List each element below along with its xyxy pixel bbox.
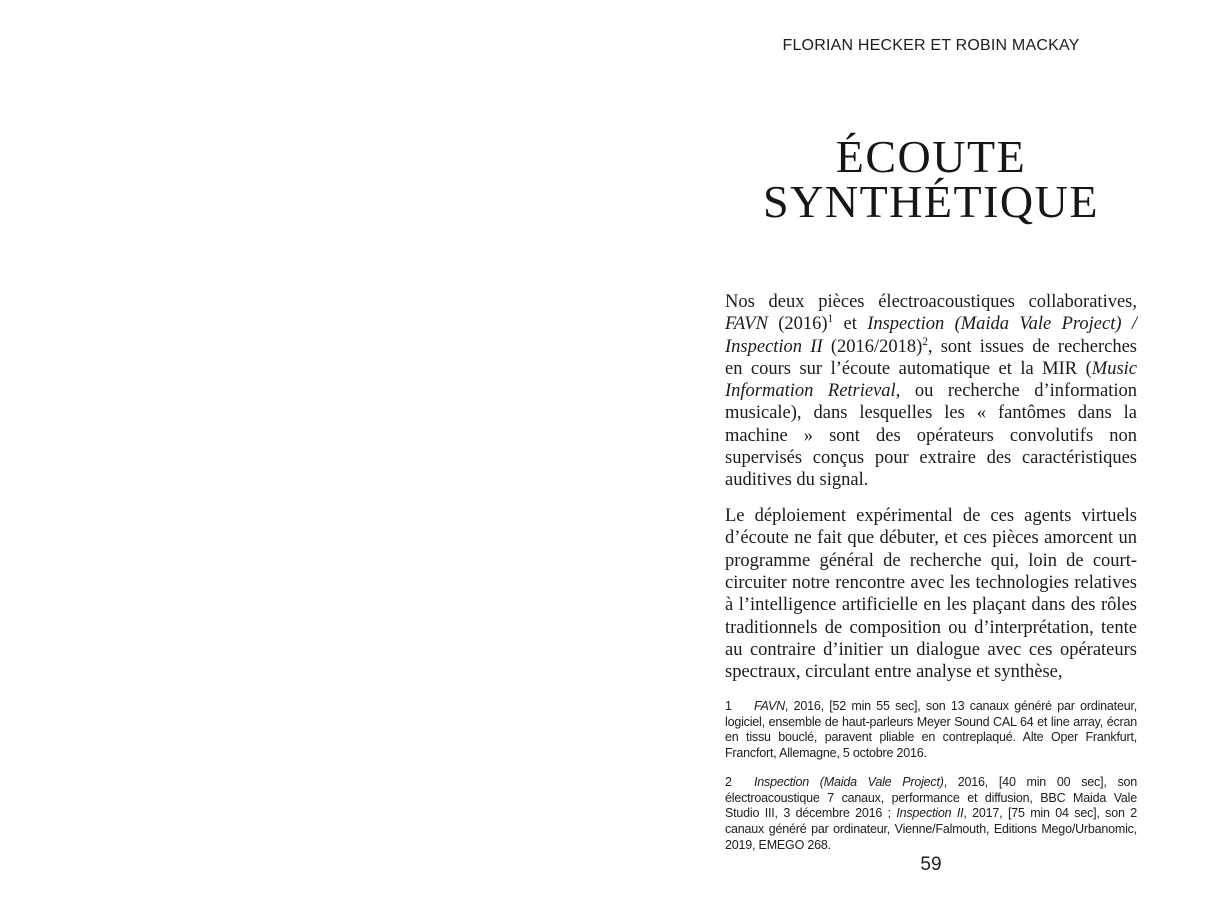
footnote-text-2: Inspection (Maida Vale Project), 2016, [40 min 00 sec], son électroacoustique 7 canaux, performance et diffusion, BBC Maida Vale Studio III, 3 décembre 2016 ; Inspection II, 2017, [75 min 04 sec], son 2 canaux généré par ordinateur, Vienne/Falmouth, Editions Mego/Urbanomic, 2019, EMEGO 268. bbox=[725, 774, 1138, 852]
footnote-number-2: 2 bbox=[725, 774, 732, 789]
page-title bbox=[725, 131, 1137, 227]
footnote-1 bbox=[725, 699, 1137, 762]
title-line-1: ÉCOUTE bbox=[835, 131, 1027, 182]
footnote-2 bbox=[725, 775, 1137, 854]
footnote-text-1: FAVN, 2016, [52 min 55 sec], son 13 canaux généré par ordinateur, logiciel, ensemble de haut-parleurs Meyer Sound CAL 64 et line array, écran en tissu bouclé, paravent pliable en contreplaqué. Alte Oper Frankfurt, Francfort, Allemagne, 5 octobre 2016. bbox=[725, 699, 1137, 761]
paragraph-1: Nos deux pièces électroacoustiques collaboratives, FAVN $(2016)^1$ et Inspection (Maida Vale Project) / Inspection II $(2016/2018)^2$, sont issues de recherches en cours sur l’écoute automatique et la MIR (Music Information Retrieval, ou recherche d’information musicale), dans lesquelles les « fantômes dans la machine » sont des opérateurs convolutifs non supervisés conçus pour extraire des caractéristiques auditives du signal. bbox=[725, 292, 1138, 491]
page-number: 59 bbox=[920, 854, 942, 875]
title-line-2: SYNTHÉTIQUE bbox=[763, 176, 1099, 227]
paragraph-2: Le déploiement expérimental de ces agents virtuels d’écoute ne fait que débuter, et ces pièces amorcent un programme général de recherche qui, loin de court-circuiter notre rencontre avec les technologies relatives à l’intelligence artificielle en les plaçant dans des rôles traditionnels de composition ou d’interprétation, tente au contraire d’initier un dialogue avec ces opérateurs spectraux, circulant entre analyse et synthèse, bbox=[725, 506, 1137, 683]
running-header: FLORIAN HECKER ET ROBIN MACKAY bbox=[782, 37, 1080, 54]
body-text bbox=[725, 291, 1137, 684]
right-page bbox=[725, 0, 1137, 912]
footnotes bbox=[725, 699, 1137, 853]
footnote-number-1: 1 bbox=[725, 699, 732, 713]
